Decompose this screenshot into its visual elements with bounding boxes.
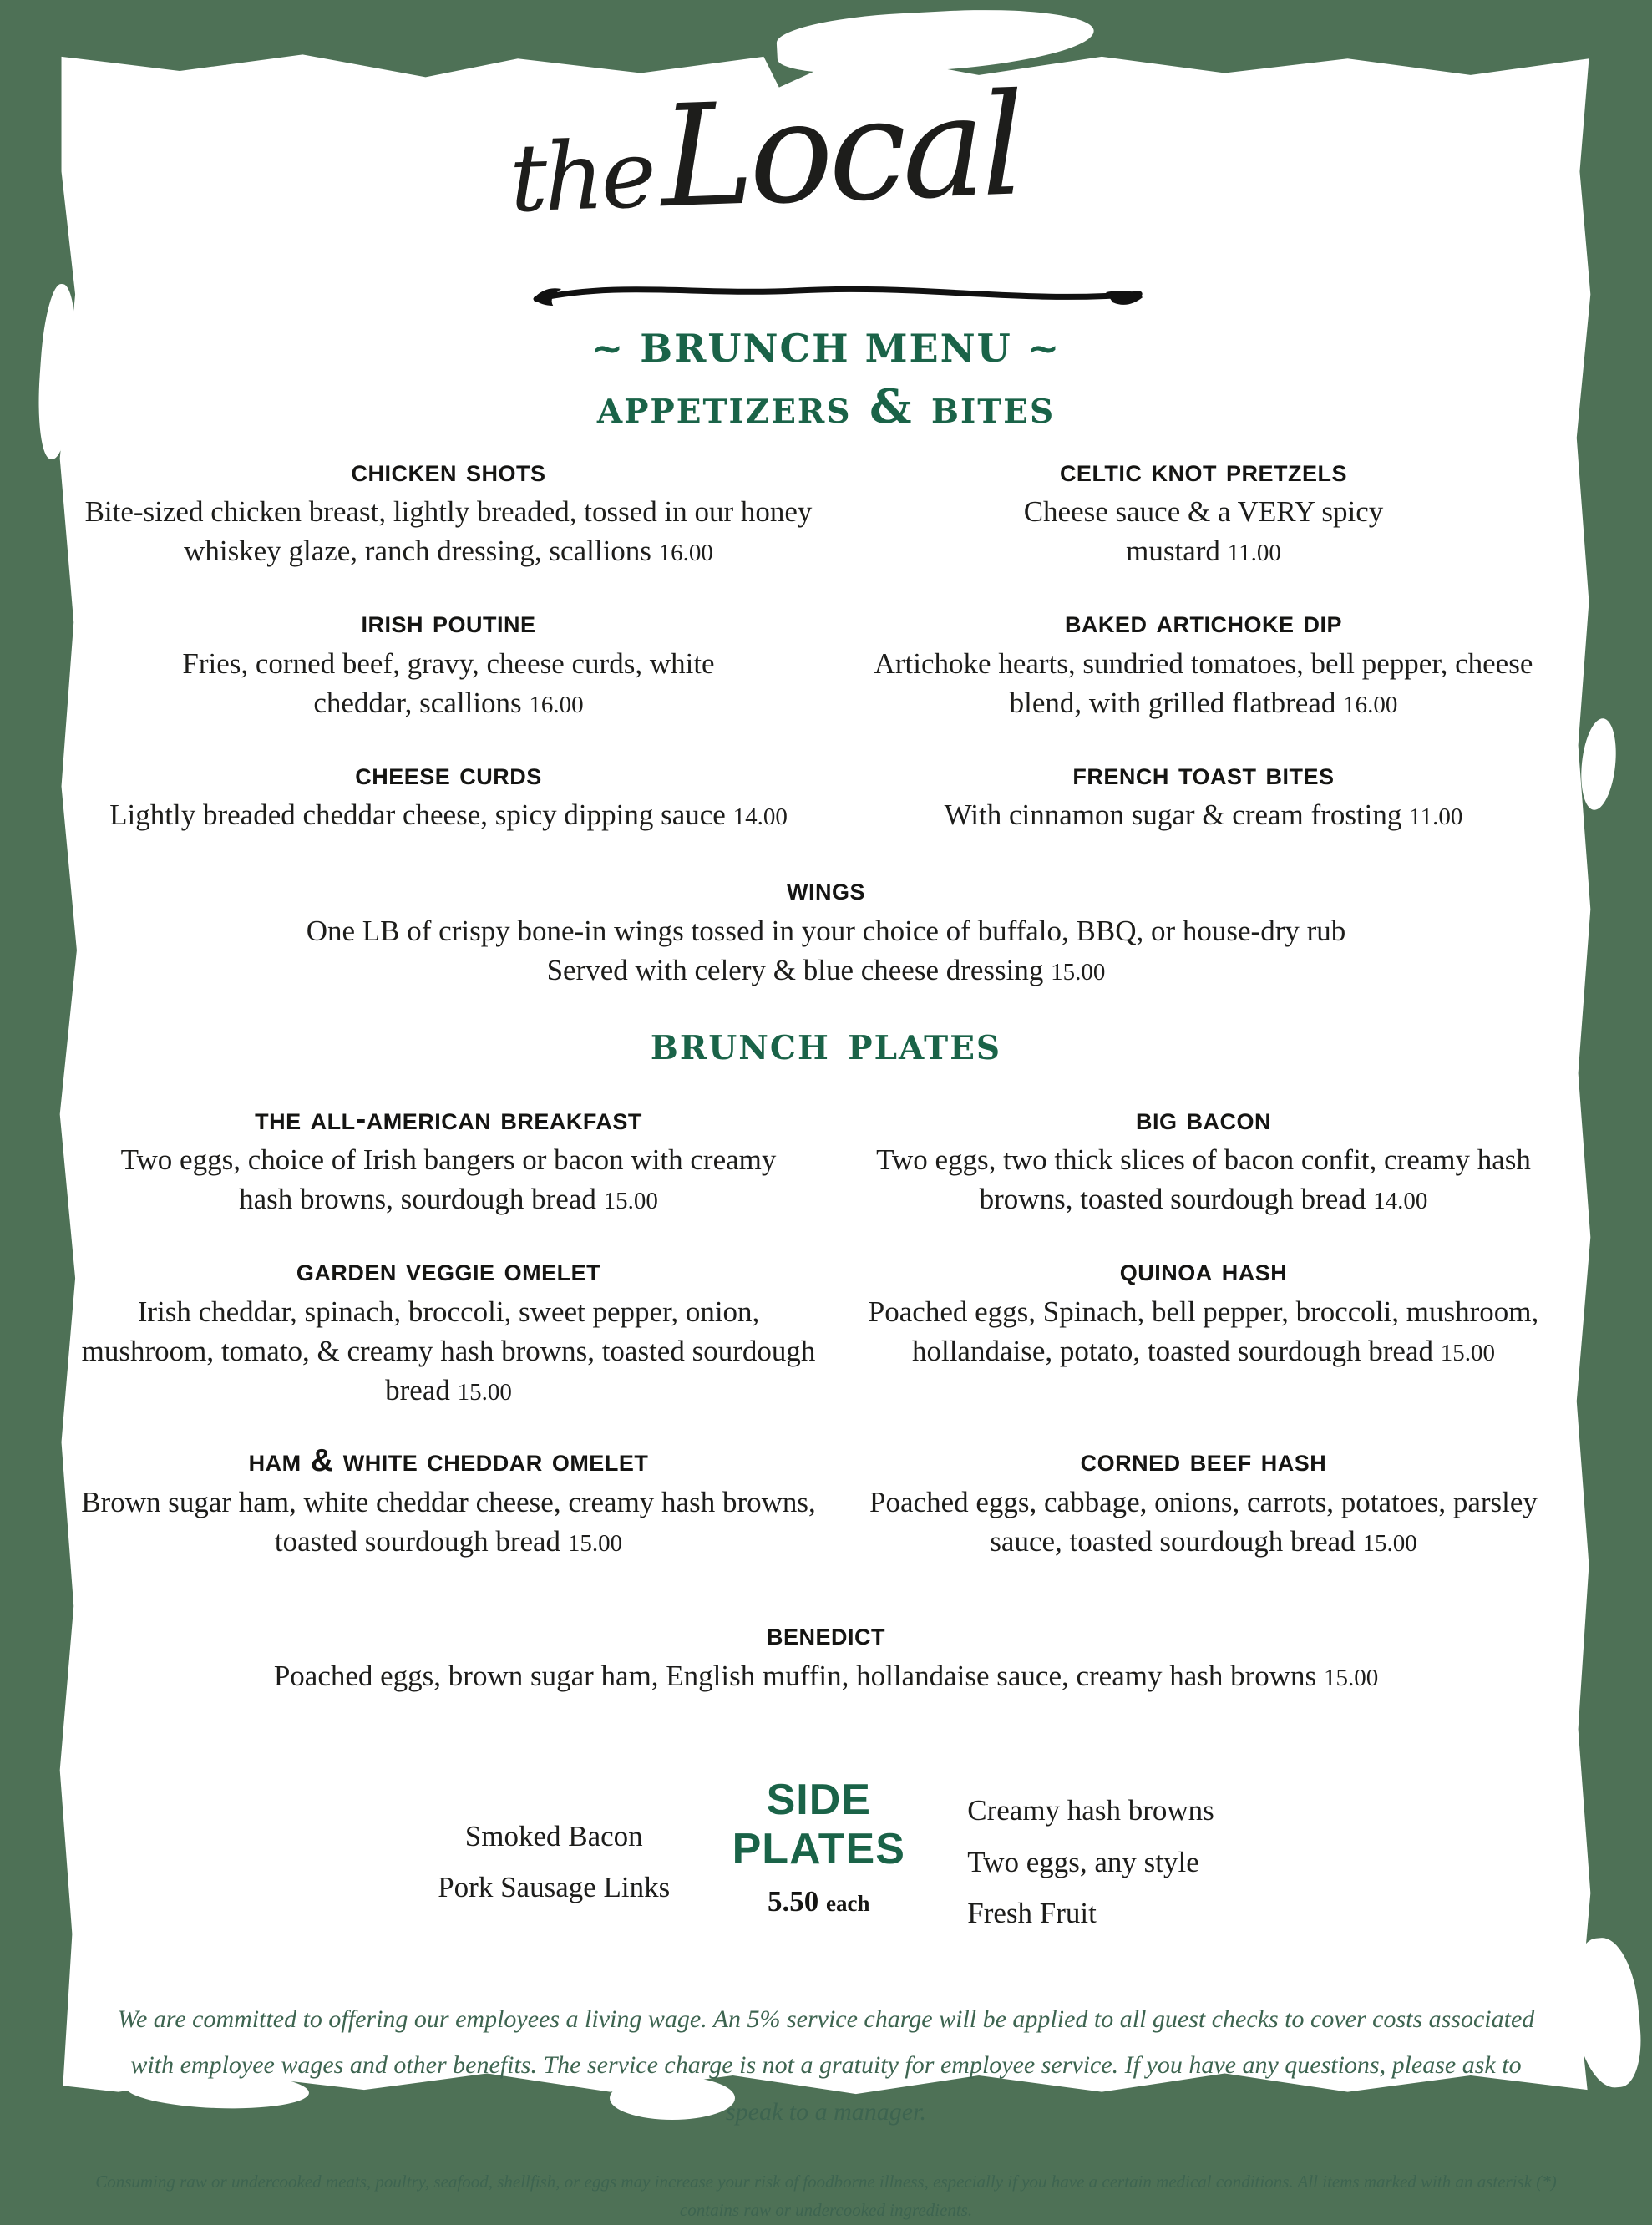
side-item: Two eggs, any style	[967, 1845, 1199, 1878]
item-name: irish poutine	[361, 605, 536, 641]
menu-item-garden-veggie-omelet	[75, 1253, 822, 1410]
item-desc-text: Bite-sized chicken breast, lightly breaded, tossed in our honey whiskey glaze, ranch dressing, scallions	[84, 495, 813, 568]
item-price: 16.00	[1343, 691, 1398, 718]
item-name: wings	[787, 872, 865, 908]
menu-item-corned-beef-hash	[830, 1443, 1577, 1561]
item-name: celtic knot pretzels	[1059, 453, 1348, 489]
item-description	[81, 1483, 816, 1562]
item-price: 14.00	[732, 803, 788, 831]
item-description	[116, 1657, 1536, 1696]
brunch-plates-heading: brunch plates	[650, 1015, 1002, 1071]
item-price: 11.00	[1409, 803, 1463, 831]
item-desc-text: Poached eggs, cabbage, onions, carrots, potatoes, parsley sauce, toasted sourdough bread	[869, 1486, 1538, 1558]
item-desc-text: Two eggs, choice of Irish bangers or bacon with creamy hash browns, sourdough bread	[120, 1143, 777, 1216]
item-description	[986, 493, 1421, 571]
item-desc-text: Artichoke hearts, sundried tomatoes, bell pepper, cheese blend, with grilled flatbread	[874, 646, 1533, 719]
item-description	[173, 645, 724, 723]
side-item: Fresh Fruit	[967, 1896, 1097, 1929]
item-desc-text: Two eggs, two thick slices of bacon confit, creamy hash browns, toasted sourdough bread	[876, 1143, 1531, 1216]
item-desc-line2: Served with celery & blue cheese dressing	[546, 953, 1044, 986]
side-price-value: 5.50	[768, 1884, 819, 1918]
brunch-plates-grid	[75, 1102, 1577, 1562]
item-name: benedict	[766, 1616, 885, 1652]
item-name: garden veggie omelet	[296, 1253, 601, 1289]
item-price: 15.00	[1323, 1664, 1379, 1691]
item-description	[836, 796, 1571, 835]
item-price: 16.00	[658, 540, 713, 567]
logo-word-local: Local	[657, 63, 1023, 240]
item-description	[81, 796, 816, 835]
restaurant-logo	[75, 47, 1577, 322]
menu-item-cheese-curds	[75, 757, 822, 836]
item-desc-text: With cinnamon sugar & cream frosting	[944, 798, 1402, 832]
logo-script-text	[506, 63, 1023, 244]
item-price: 15.00	[1362, 1529, 1417, 1557]
item-price: 11.00	[1227, 540, 1281, 567]
menu-title: ~ BRUNCH MENU ~	[590, 326, 1062, 371]
menu-content	[75, 47, 1577, 2225]
item-description	[81, 1293, 816, 1411]
item-name: big bacon	[1135, 1101, 1272, 1137]
side-plates-price	[710, 1885, 927, 1918]
item-price: 15.00	[1051, 958, 1106, 986]
side-price-unit: each	[826, 1890, 870, 1916]
item-description	[836, 645, 1571, 723]
menu-item-irish-poutine	[75, 605, 822, 722]
menu-item-ham-white-cheddar-omelet	[75, 1443, 822, 1561]
item-description	[836, 1483, 1571, 1562]
item-desc-text: Lightly breaded cheddar cheese, spicy dipping sauce	[109, 798, 726, 832]
menu-item-celtic-knot-pretzels	[830, 454, 1577, 571]
item-price: 15.00	[567, 1529, 623, 1557]
logo-word-the: the	[508, 119, 655, 234]
item-description	[116, 912, 1536, 991]
service-charge-note: We are committed to offering our employees a living wage. An 5% service charge will be applied to all guest checks to cover costs associated with employee wages and other benefits. The service charge is not a gratuity for employee service. If you have any questions, please ask to speak to a manager.	[117, 2005, 1535, 2126]
menu-item-big-bacon	[830, 1102, 1577, 1219]
item-description	[865, 1293, 1542, 1371]
item-name: corned beef hash	[1080, 1443, 1327, 1479]
item-name: the all-american breakfast	[255, 1101, 642, 1137]
logo-flourish-underline	[521, 271, 1156, 321]
menu-item-french-toast-bites	[830, 757, 1577, 836]
item-name: ham & white cheddar omelet	[248, 1443, 649, 1479]
item-price: 15.00	[457, 1378, 512, 1406]
item-desc-text: Brown sugar ham, white cheddar cheese, creamy hash browns, toasted sourdough bread	[81, 1486, 816, 1558]
side-item: Smoked Bacon	[464, 1819, 643, 1852]
item-name: baked artichoke dip	[1064, 605, 1343, 641]
item-desc-line1: One LB of crispy bone-in wings tossed in your choice of buffalo, BBQ, or house-dry rub	[306, 915, 1346, 947]
item-description	[836, 1141, 1571, 1219]
item-desc-text: Poached eggs, Spinach, bell pepper, broccoli, mushroom, hollandaise, potato, toasted sourdough bread	[868, 1295, 1539, 1367]
item-name: french toast bites	[1072, 756, 1335, 792]
item-description	[81, 493, 816, 571]
item-desc-text: Cheese sauce & a VERY spicy mustard	[1023, 495, 1384, 568]
item-desc-text: Irish cheddar, spinach, broccoli, sweet pepper, onion, mushroom, tomato, & creamy hash browns, toasted sourdough bread	[81, 1295, 816, 1406]
menu-item-baked-artichoke-dip	[830, 605, 1577, 722]
appetizers-grid	[75, 454, 1577, 836]
side-plates-left-list	[438, 1811, 670, 1913]
menu-item-wings	[75, 872, 1577, 990]
menu-item-quinoa-hash	[830, 1253, 1577, 1371]
item-price: 15.00	[1440, 1339, 1496, 1366]
menu-item-benedict	[75, 1617, 1577, 1696]
side-item: Creamy hash browns	[967, 1794, 1214, 1827]
appetizers-heading: appetizers & bites	[596, 379, 1056, 434]
item-name: quinoa hash	[1119, 1253, 1288, 1289]
menu-item-chicken-shots	[75, 454, 822, 571]
item-desc-text: Poached eggs, brown sugar ham, English muffin, hollandaise sauce, creamy hash browns	[273, 1659, 1317, 1692]
item-price: 16.00	[529, 691, 584, 718]
side-item: Pork Sausage Links	[438, 1871, 671, 1904]
side-plates-center	[710, 1776, 927, 1947]
item-description	[110, 1141, 787, 1219]
side-plates-section	[75, 1776, 1577, 1947]
item-name: chicken shots	[351, 453, 546, 489]
torn-edge-splotch	[1577, 717, 1619, 812]
item-price: 14.00	[1373, 1188, 1428, 1215]
item-name: cheese curds	[355, 756, 542, 792]
menu-item-all-american-breakfast	[75, 1102, 822, 1219]
side-plates-heading: SIDE PLATES	[732, 1776, 905, 1873]
allergy-disclaimer: Consuming raw or undercooked meats, poultry, seafood, shellfish, or eggs may increase your risk of foodborne illness, especially if you have a certain medical conditions. All items marked with an asterisk (*) contains raw or undercooked ingredients.	[95, 2172, 1557, 2221]
item-price: 15.00	[603, 1188, 658, 1215]
item-desc-text: Fries, corned beef, gravy, cheese curds, white cheddar, scallions	[182, 646, 715, 719]
side-plates-right-list	[967, 1785, 1214, 1939]
